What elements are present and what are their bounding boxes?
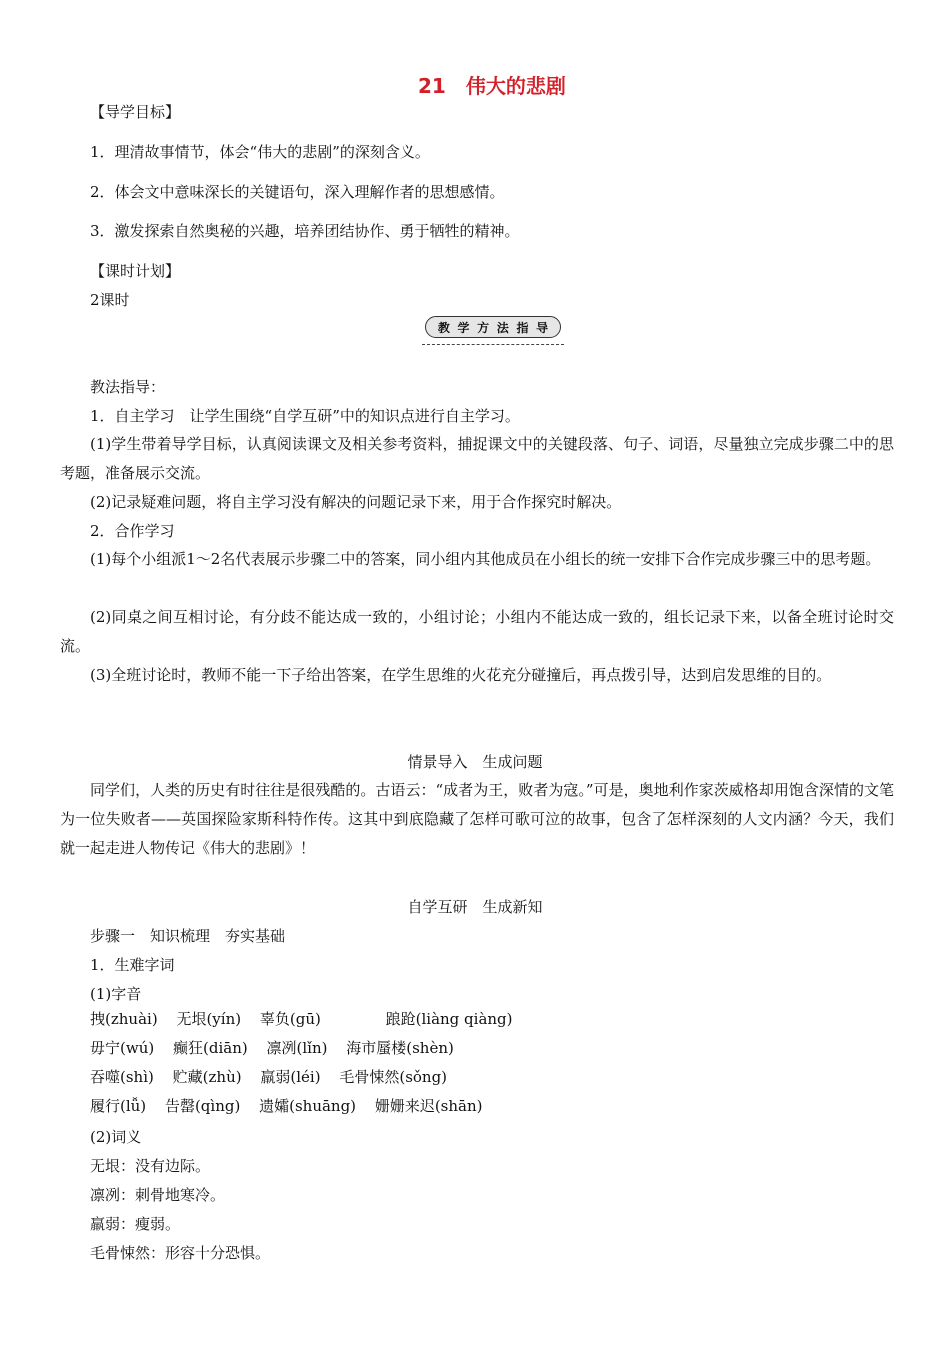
vocab-word: 姗姗来迟(shān) [374,1097,483,1115]
method-coop-title: 2．合作学习 [90,522,175,540]
banner-char: 指 [516,320,529,335]
banner-divider [422,344,564,345]
method-paragraph: (1)学生带着导学目标，认真阅读课文及相关参考资料，捕捉课文中的关键段落、句子、词语，尽量独立完成步骤二中的思考题，准备展示交流。 [60,435,894,482]
vocab-word: 遗孀(shuāng) [259,1097,357,1115]
vocab-word: 辜负(gū) [259,1010,321,1028]
study-heading: 自学互研 生成新知 [407,898,543,916]
vocab-row [90,1005,527,1034]
words-title: 1．生难字词 [90,956,175,974]
vocab-word: 踉跄(liàng qiàng) [385,1010,513,1028]
banner-char: 法 [496,320,509,335]
meaning-item: 毛骨悚然：形容十分恐惧。 [90,1244,271,1262]
method-self-title: 1．自主学习 让学生围绕“自学互研”中的知识点进行自主学习。 [90,407,520,425]
pronunciation-title: (1)字音 [90,985,142,1003]
vocab-word: 拽(zhuài) [90,1010,158,1028]
goal-item: 1．理清故事情节，体会“伟大的悲剧”的深刻含义。 [90,143,430,161]
method-paragraph: (2)记录疑难问题，将自主学习没有解决的问题记录下来，用于合作探究时解决。 [90,493,622,511]
vocab-word: 海市蜃楼(shèn) [346,1039,454,1057]
vocab-word: 毛骨悚然(sǒng) [339,1068,448,1086]
vocab-word: 凛冽(lǐn) [266,1039,328,1057]
meaning-item: 羸弱：瘦弱。 [90,1215,181,1233]
vocab-word: 告罄(qìng) [164,1097,241,1115]
goals-heading: 【导学目标】 [90,103,181,121]
intro-heading: 情景导入 生成问题 [407,753,543,771]
meaning-title: (2)词义 [90,1128,142,1146]
teaching-method-banner [425,313,565,343]
method-heading: 教法指导： [90,378,166,396]
meaning-item: 凛冽：刺骨地寒冷。 [90,1186,226,1204]
goal-item: 3．激发探索自然奥秘的兴趣，培养团结协作、勇于牺牲的精神。 [90,222,520,240]
plan-heading: 【课时计划】 [90,262,181,280]
vocab-word: 贮藏(zhù) [172,1068,242,1086]
vocab-row [90,1063,461,1092]
meaning-item: 无垠：没有边际。 [90,1157,211,1175]
vocab-word: 履行(lǚ) [90,1097,147,1115]
goal-item: 2．体会文中意味深长的关键语句，深入理解作者的思想感情。 [90,183,505,201]
method-paragraph: (3)全班讨论时，教师不能一下子给出答案，在学生思维的火花充分碰撞后，再点拨引导，达到启发思维的目的。 [90,666,832,684]
vocab-word: 无垠(yín) [176,1010,242,1028]
study-step: 步骤一 知识梳理 夯实基础 [90,927,286,945]
banner-char: 方 [477,320,490,335]
banner-char: 教 [437,320,450,335]
banner-badge [425,316,561,338]
banner-char: 学 [457,320,470,335]
vocab-word: 羸弱(léi) [260,1068,321,1086]
vocab-word: 癫狂(diān) [173,1039,248,1057]
plan-value: 2课时 [90,291,130,309]
method-paragraph: (1)每个小组派1～2名代表展示步骤二中的答案，同小组内其他成员在小组长的统一安排下合作完成步骤三中的思考题。 [90,550,881,568]
vocab-word: 吞噬(shì) [90,1068,154,1086]
banner-char: 导 [536,320,549,335]
page-title: 21 伟大的悲剧 [418,74,566,98]
method-paragraph: (2)同桌之间互相讨论，有分歧不能达成一致的，小组讨论；小组内不能达成一致的，组长记录下来，以备全班讨论时交流。 [60,608,894,655]
vocab-row [90,1092,497,1121]
intro-paragraph: 同学们，人类的历史有时往往是很残酷的。古语云：“成者为王，败者为寇。”可是，奥地利作家茨威格却用饱含深情的文笔为一位失败者——英国探险家斯科特作传。这其中到底隐藏了怎样可歌可泣的故事，包含了怎样深刻的人文内涵？今天，我们就一起走进人物传记《伟大的悲剧》！ [60,781,894,857]
vocab-row [90,1034,468,1063]
vocab-word: 毋宁(wú) [90,1039,155,1057]
